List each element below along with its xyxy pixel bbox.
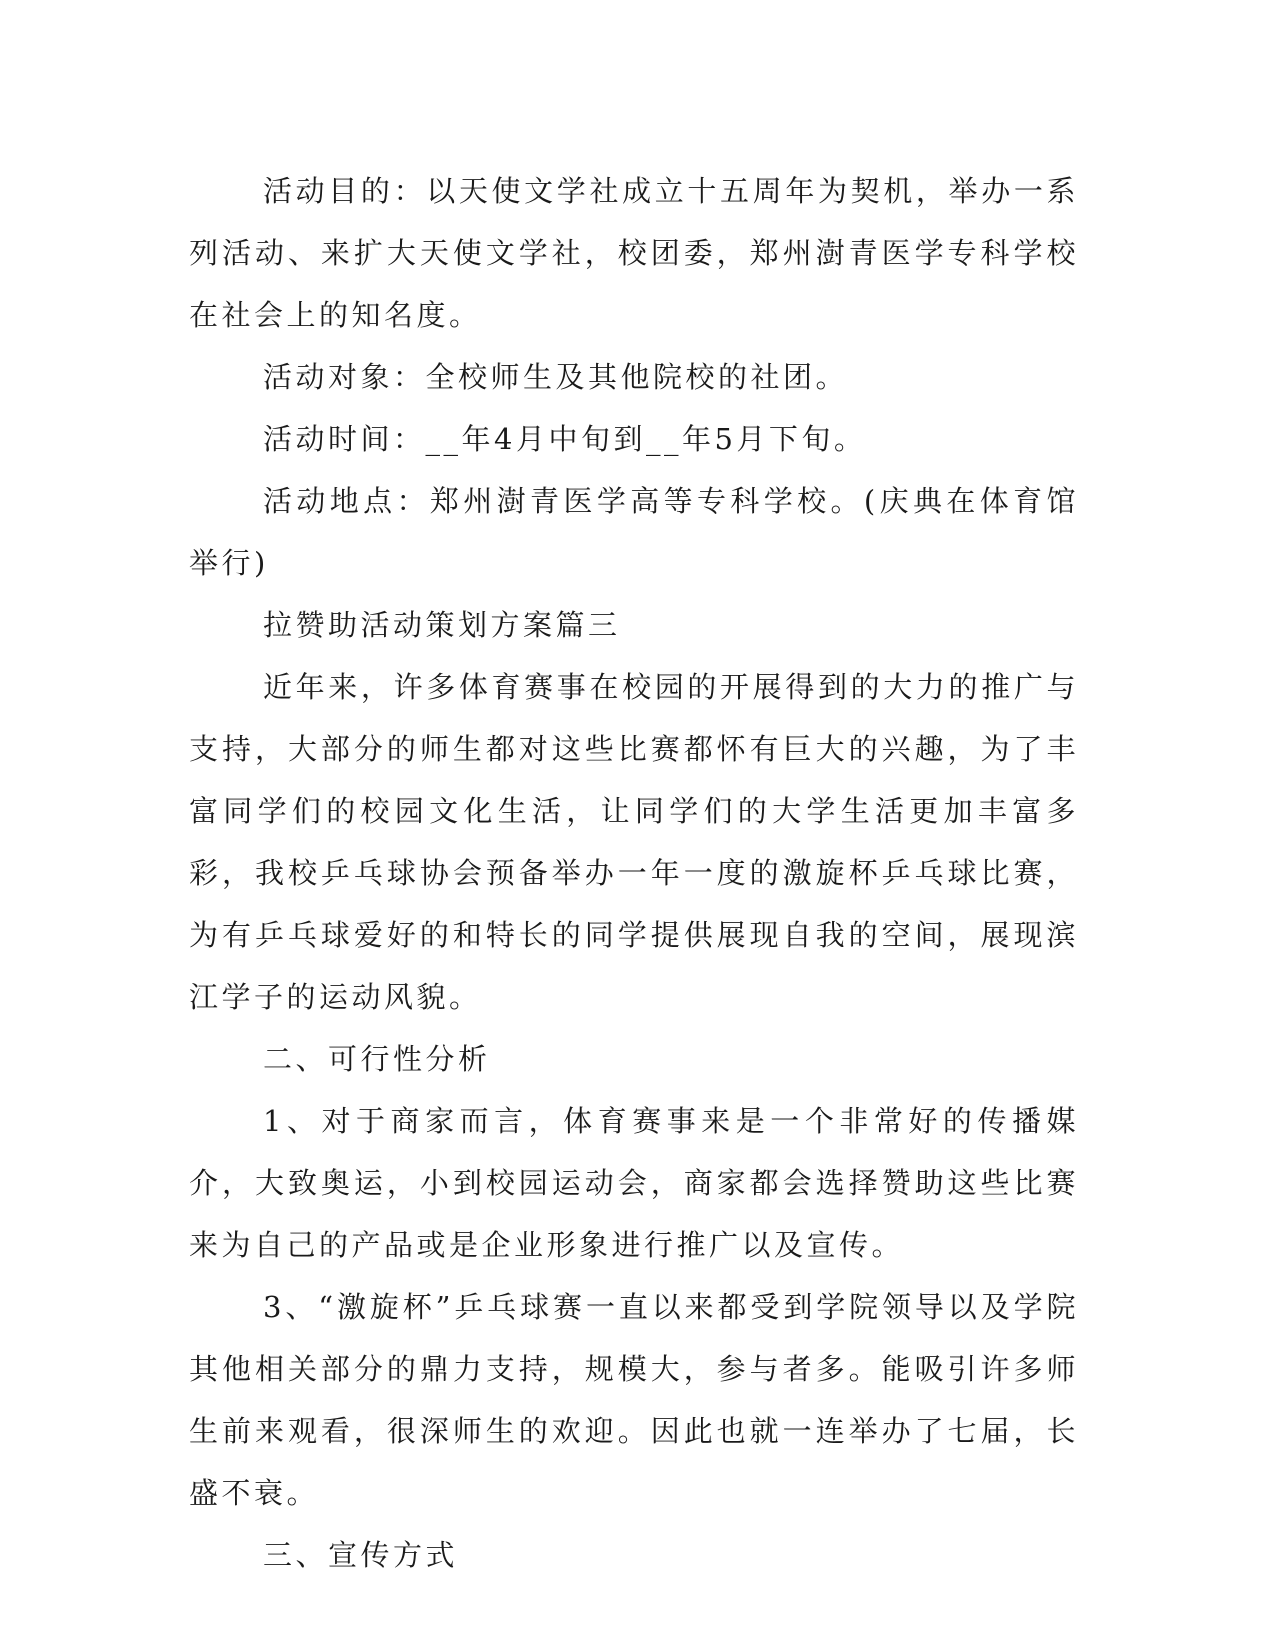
paragraph-audience: 活动对象：全校师生及其他院校的社团。 [263, 360, 849, 394]
paragraph-point-3: 3、“激旋杯”乒乓球赛一直以来都受到学院领导以及学院其他相关部分的鼎力支持，规模大，参与者多。能吸引许多师生前来观看，很深师生的欢迎。因此也就一连举办了七届，长盛不衰。 [189, 1290, 1079, 1510]
paragraph-time: 活动时间：__年4月中旬到__年5月下旬。 [263, 422, 867, 456]
heading-feasibility-analysis: 二、可行性分析 [263, 1042, 491, 1076]
paragraph-point-1: 1、对于商家而言，体育赛事来是一个非常好的传播媒介，大致奥运，小到校园运动会，商家都会选择赞助这些比赛来为自己的产品或是企业形象进行推广以及宣传。 [189, 1104, 1079, 1262]
section-title-part-three: 拉赞助活动策划方案篇三 [263, 608, 621, 642]
document-body [189, 160, 1079, 1586]
paragraph-location: 活动地点：郑州澍青医学高等专科学校。(庆典在体育馆举行) [189, 484, 1079, 580]
heading-promotion-methods: 三、宣传方式 [263, 1538, 459, 1572]
paragraph-purpose: 活动目的：以天使文学社成立十五周年为契机，举办一系列活动、来扩大天使文学社，校团委，郑州澍青医学专科学校在社会上的知名度。 [189, 174, 1079, 332]
paragraph-background: 近年来，许多体育赛事在校园的开展得到的大力的推广与支持，大部分的师生都对这些比赛都怀有巨大的兴趣，为了丰富同学们的校园文化生活，让同学们的大学生活更加丰富多彩，我校乒乓球协会预备举办一年一度的激旋杯乒乓球比赛，为有乒乓球爱好的和特长的同学提供展现自我的空间，展现滨江学子的运动风貌。 [189, 670, 1079, 1014]
